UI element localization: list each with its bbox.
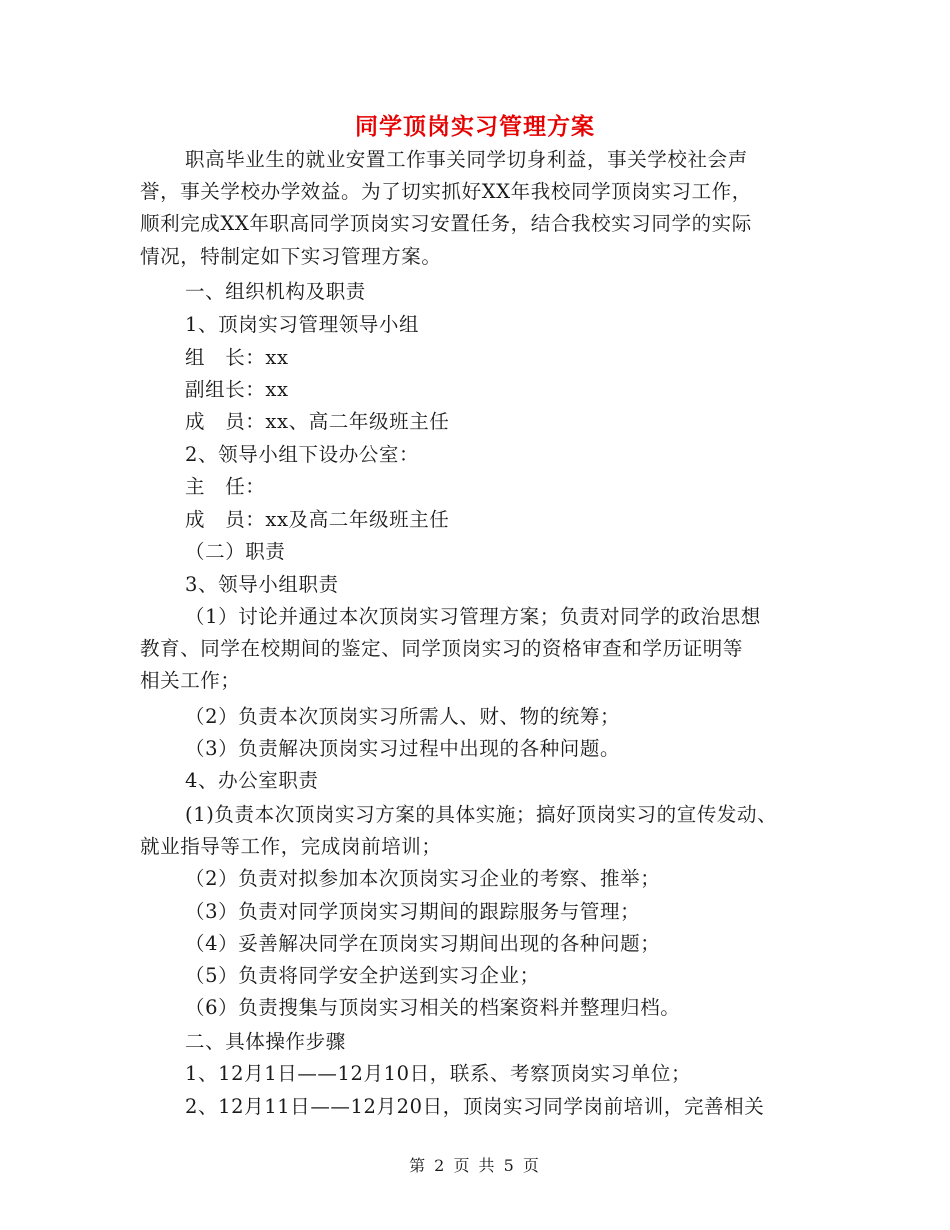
page-footer: 第 2 页 共 5 页 [409,1156,541,1175]
body-line: 2、领导小组下设办公室： [185,443,420,466]
body-line: （2）负责本次顶岗实习所需人、财、物的统筹； [185,705,621,728]
body-line: 二、具体操作步骤 [185,1030,346,1053]
body-line: 副组长：xx [185,378,289,401]
body-line: （3）负责解决顶岗实习过程中出现的各种问题。 [185,737,621,760]
body-line: （二）职责 [185,540,286,563]
body-line: 顺利完成XX年职高同学顶岗实习安置任务，结合我校实习同学的实际 [140,212,752,235]
body-line: 相关工作； [140,669,241,692]
body-line: 职高毕业生的就业安置工作事关同学切身利益，事关学校社会声 [185,148,748,171]
body-line: 情况，特制定如下实习管理方案。 [140,245,442,268]
body-line: （5）负责将同学安全护送到实习企业； [185,964,540,987]
body-line: 1、顶岗实习管理领导小组 [185,313,420,336]
body-line: 誉，事关学校办学效益。为了切实抓好XX年我校同学顶岗实习工作， [140,180,752,203]
body-line: （1）讨论并通过本次顶岗实习管理方案；负责对同学的政治思想 [185,605,761,628]
body-line: 2、12月11日——12月20日，顶岗实习同学岗前培训，完善相关 [185,1095,765,1118]
body-line: 就业指导等工作，完成岗前培训； [140,835,442,858]
document-title: 同学顶岗实习管理方案 [355,113,595,140]
body-line: 成 员：xx及高二年级班主任 [185,508,450,531]
body-line: （6）负责搜集与顶岗实习相关的档案资料并整理归档。 [185,996,681,1019]
body-line: （3）负责对同学顶岗实习期间的跟踪服务与管理； [185,900,641,923]
body-line: 3、领导小组职责 [185,573,339,596]
body-line: 组 长：xx [185,346,289,369]
body-line: 一、组织机构及职责 [185,280,366,303]
body-line: （4）妥善解决同学在顶岗实习期间出现的各种问题； [185,932,661,955]
body-line: （2）负责对拟参加本次顶岗实习企业的考察、推举； [185,867,661,890]
body-line: 1、12月1日——12月10日，联系、考察顶岗实习单位； [185,1062,692,1085]
body-line: (1)负责本次顶岗实习方案的具体实施；搞好顶岗实习的宣传发动、 [185,803,778,826]
body-line: 成 员：xx、高二年级班主任 [185,410,450,433]
body-line: 主 任： [185,475,266,498]
body-line: 4、办公室职责 [185,769,319,792]
body-line: 教育、同学在校期间的鉴定、同学顶岗实习的资格审查和学历证明等 [140,637,744,660]
